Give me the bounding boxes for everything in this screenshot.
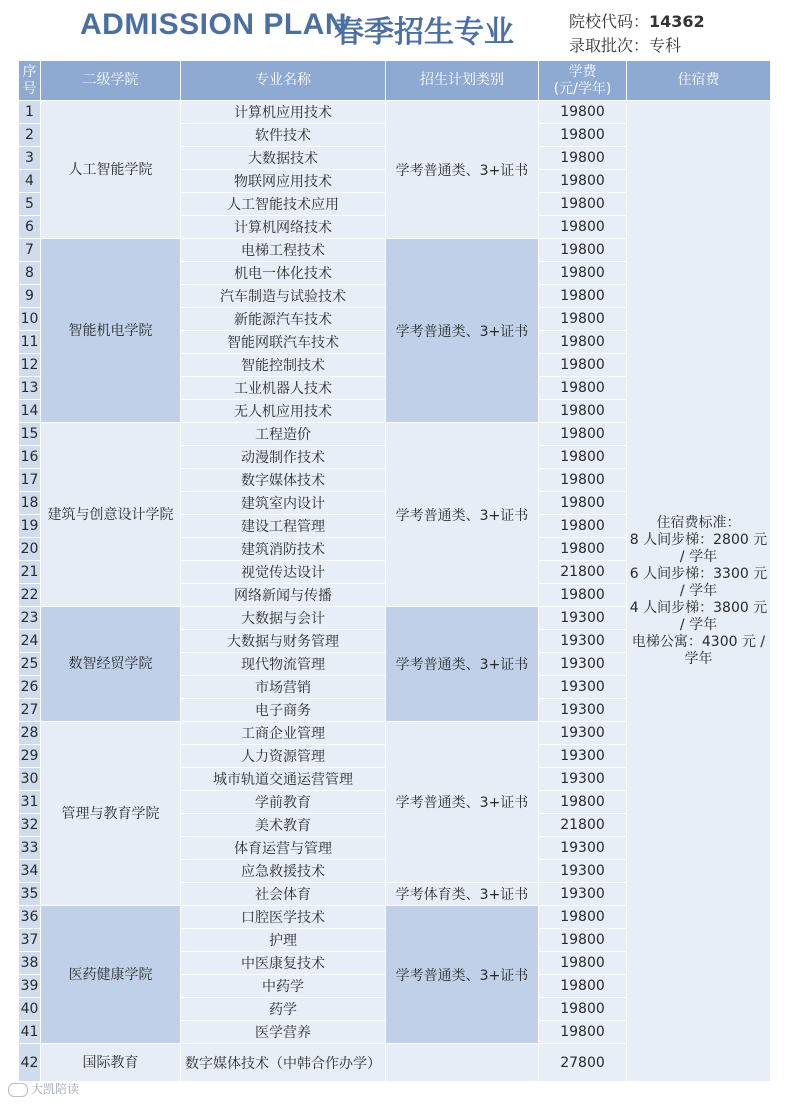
row-number: 41	[19, 1021, 41, 1044]
tuition-fee: 19800	[539, 239, 627, 262]
college-name: 医药健康学院	[41, 906, 181, 1044]
major-name: 软件技术	[181, 124, 386, 147]
college-name: 智能机电学院	[41, 239, 181, 423]
major-name: 医学营养	[181, 1021, 386, 1044]
row-number: 38	[19, 952, 41, 975]
major-name: 社会体育	[181, 883, 386, 906]
row-number: 32	[19, 814, 41, 837]
plan-type: 学考普通类、3+证书	[386, 906, 539, 1044]
tuition-fee: 19300	[539, 699, 627, 722]
major-name: 应急救援技术	[181, 860, 386, 883]
row-number: 21	[19, 561, 41, 584]
major-name: 现代物流管理	[181, 653, 386, 676]
tuition-fee: 27800	[539, 1044, 627, 1082]
major-name: 工程造价	[181, 423, 386, 446]
major-name: 人力资源管理	[181, 745, 386, 768]
plan-type: 学考普通类、3+证书	[386, 101, 539, 239]
major-name: 新能源汽车技术	[181, 308, 386, 331]
row-number: 30	[19, 768, 41, 791]
table-row	[19, 101, 771, 124]
major-name: 体育运营与管理	[181, 837, 386, 860]
header-type: 招生计划类别	[386, 61, 539, 101]
tuition-fee: 19800	[539, 515, 627, 538]
admission-table	[18, 60, 771, 1082]
row-number: 13	[19, 377, 41, 400]
major-name: 学前教育	[181, 791, 386, 814]
college-name: 管理与教育学院	[41, 722, 181, 906]
tuition-fee: 19800	[539, 308, 627, 331]
tuition-fee: 19800	[539, 331, 627, 354]
major-name: 网络新闻与传播	[181, 584, 386, 607]
plan-type: 学考普通类、3+证书	[386, 239, 539, 423]
major-name: 市场营销	[181, 676, 386, 699]
row-number: 9	[19, 285, 41, 308]
admission-batch-value: 专科	[649, 36, 682, 55]
major-name: 计算机应用技术	[181, 101, 386, 124]
row-number: 10	[19, 308, 41, 331]
title-chinese: 春季招生专业	[334, 15, 514, 50]
row-number: 34	[19, 860, 41, 883]
college-name: 国际教育	[41, 1044, 181, 1082]
major-name: 动漫制作技术	[181, 446, 386, 469]
watermark	[8, 1080, 79, 1097]
major-name: 口腔医学技术	[181, 906, 386, 929]
plan-type: 学考普通类、3+证书	[386, 607, 539, 722]
row-number: 7	[19, 239, 41, 262]
title-english: ADMISSION PLAN	[80, 8, 348, 41]
row-number: 25	[19, 653, 41, 676]
watermark-text: 大凯陪读	[31, 1082, 80, 1096]
tuition-fee: 19800	[539, 400, 627, 423]
tuition-fee: 19800	[539, 469, 627, 492]
tuition-fee: 21800	[539, 561, 627, 584]
tuition-fee: 19800	[539, 423, 627, 446]
major-name: 智能控制技术	[181, 354, 386, 377]
row-number: 27	[19, 699, 41, 722]
tuition-fee: 19300	[539, 837, 627, 860]
tuition-fee: 19800	[539, 170, 627, 193]
major-name: 大数据与会计	[181, 607, 386, 630]
row-number: 5	[19, 193, 41, 216]
tuition-fee: 19800	[539, 446, 627, 469]
tuition-fee: 19800	[539, 262, 627, 285]
tuition-fee: 19800	[539, 538, 627, 561]
major-name: 电子商务	[181, 699, 386, 722]
admission-batch-label: 录取批次：	[569, 36, 650, 55]
tuition-fee: 19800	[539, 929, 627, 952]
major-name: 视觉传达设计	[181, 561, 386, 584]
row-number: 22	[19, 584, 41, 607]
tuition-fee: 19800	[539, 906, 627, 929]
major-name: 物联网应用技术	[181, 170, 386, 193]
table-body	[19, 101, 771, 1082]
tuition-fee: 19300	[539, 768, 627, 791]
major-name: 工业机器人技术	[181, 377, 386, 400]
tuition-fee: 19800	[539, 492, 627, 515]
row-number: 16	[19, 446, 41, 469]
major-name: 数字媒体技术	[181, 469, 386, 492]
row-number: 29	[19, 745, 41, 768]
tuition-fee: 19800	[539, 584, 627, 607]
tuition-fee: 21800	[539, 814, 627, 837]
tuition-fee: 19300	[539, 676, 627, 699]
tuition-fee: 19300	[539, 883, 627, 906]
tuition-fee: 19800	[539, 791, 627, 814]
tuition-fee: 19800	[539, 377, 627, 400]
header-fee: 学费 (元/学年)	[539, 61, 627, 101]
major-name: 无人机应用技术	[181, 400, 386, 423]
row-number: 2	[19, 124, 41, 147]
tuition-fee: 19300	[539, 745, 627, 768]
row-number: 6	[19, 216, 41, 239]
row-number: 12	[19, 354, 41, 377]
school-code	[569, 9, 705, 32]
tuition-fee: 19800	[539, 975, 627, 998]
tuition-fee: 19800	[539, 354, 627, 377]
row-number: 24	[19, 630, 41, 653]
header-college: 二级学院	[41, 61, 181, 101]
major-name: 中医康复技术	[181, 952, 386, 975]
row-number: 19	[19, 515, 41, 538]
tuition-fee: 19300	[539, 722, 627, 745]
row-number: 20	[19, 538, 41, 561]
plan-type	[386, 1044, 539, 1082]
major-name: 药学	[181, 998, 386, 1021]
row-number: 3	[19, 147, 41, 170]
college-name: 数智经贸学院	[41, 607, 181, 722]
major-name: 汽车制造与试验技术	[181, 285, 386, 308]
row-number: 28	[19, 722, 41, 745]
major-name: 数字媒体技术（中韩合作办学）	[181, 1044, 386, 1082]
major-name: 机电一体化技术	[181, 262, 386, 285]
school-code-value: 14362	[649, 12, 705, 31]
major-name: 美术教育	[181, 814, 386, 837]
row-number: 39	[19, 975, 41, 998]
tuition-fee: 19800	[539, 101, 627, 124]
row-number: 1	[19, 101, 41, 124]
row-number: 31	[19, 791, 41, 814]
major-name: 中药学	[181, 975, 386, 998]
tuition-fee: 19800	[539, 216, 627, 239]
header-accommodation: 住宿费	[627, 61, 771, 101]
header-num: 序号	[19, 61, 41, 101]
major-name: 城市轨道交通运营管理	[181, 768, 386, 791]
major-name: 智能网联汽车技术	[181, 331, 386, 354]
row-number: 33	[19, 837, 41, 860]
row-number: 42	[19, 1044, 41, 1082]
tuition-fee: 19800	[539, 124, 627, 147]
row-number: 35	[19, 883, 41, 906]
tuition-fee: 19800	[539, 1021, 627, 1044]
row-number: 26	[19, 676, 41, 699]
row-number: 18	[19, 492, 41, 515]
major-name: 护理	[181, 929, 386, 952]
tuition-fee: 19800	[539, 147, 627, 170]
tuition-fee: 19800	[539, 998, 627, 1021]
major-name: 大数据与财务管理	[181, 630, 386, 653]
school-code-label: 院校代码：	[569, 12, 650, 31]
major-name: 建设工程管理	[181, 515, 386, 538]
row-number: 8	[19, 262, 41, 285]
college-name: 建筑与创意设计学院	[41, 423, 181, 607]
header-major: 专业名称	[181, 61, 386, 101]
major-name: 建筑室内设计	[181, 492, 386, 515]
major-name: 工商企业管理	[181, 722, 386, 745]
major-name: 计算机网络技术	[181, 216, 386, 239]
tuition-fee: 19800	[539, 285, 627, 308]
major-name: 大数据技术	[181, 147, 386, 170]
tuition-fee: 19800	[539, 193, 627, 216]
plan-type: 学考体育类、3+证书	[386, 883, 539, 906]
watermark-icon	[8, 1083, 28, 1097]
major-name: 建筑消防技术	[181, 538, 386, 561]
major-name: 电梯工程技术	[181, 239, 386, 262]
major-name: 人工智能技术应用	[181, 193, 386, 216]
row-number: 36	[19, 906, 41, 929]
admission-batch	[569, 33, 681, 56]
tuition-fee: 19300	[539, 653, 627, 676]
accommodation-fee: 住宿费标准： 8 人间步梯：2800 元 / 学年 6 人间步梯：3300 元 / 学年 4 人间步梯：3800 元 / 学年 电梯公寓：4300 元 / 学年	[627, 101, 771, 1082]
plan-type: 学考普通类、3+证书	[386, 423, 539, 607]
page-header	[0, 0, 789, 58]
row-number: 23	[19, 607, 41, 630]
row-number: 37	[19, 929, 41, 952]
row-number: 14	[19, 400, 41, 423]
row-number: 40	[19, 998, 41, 1021]
row-number: 4	[19, 170, 41, 193]
tuition-fee: 19800	[539, 952, 627, 975]
tuition-fee: 19300	[539, 630, 627, 653]
college-name: 人工智能学院	[41, 101, 181, 239]
row-number: 17	[19, 469, 41, 492]
tuition-fee: 19300	[539, 607, 627, 630]
tuition-fee: 19300	[539, 860, 627, 883]
table-header-row	[19, 61, 771, 101]
row-number: 11	[19, 331, 41, 354]
plan-type: 学考普通类、3+证书	[386, 722, 539, 883]
row-number: 15	[19, 423, 41, 446]
